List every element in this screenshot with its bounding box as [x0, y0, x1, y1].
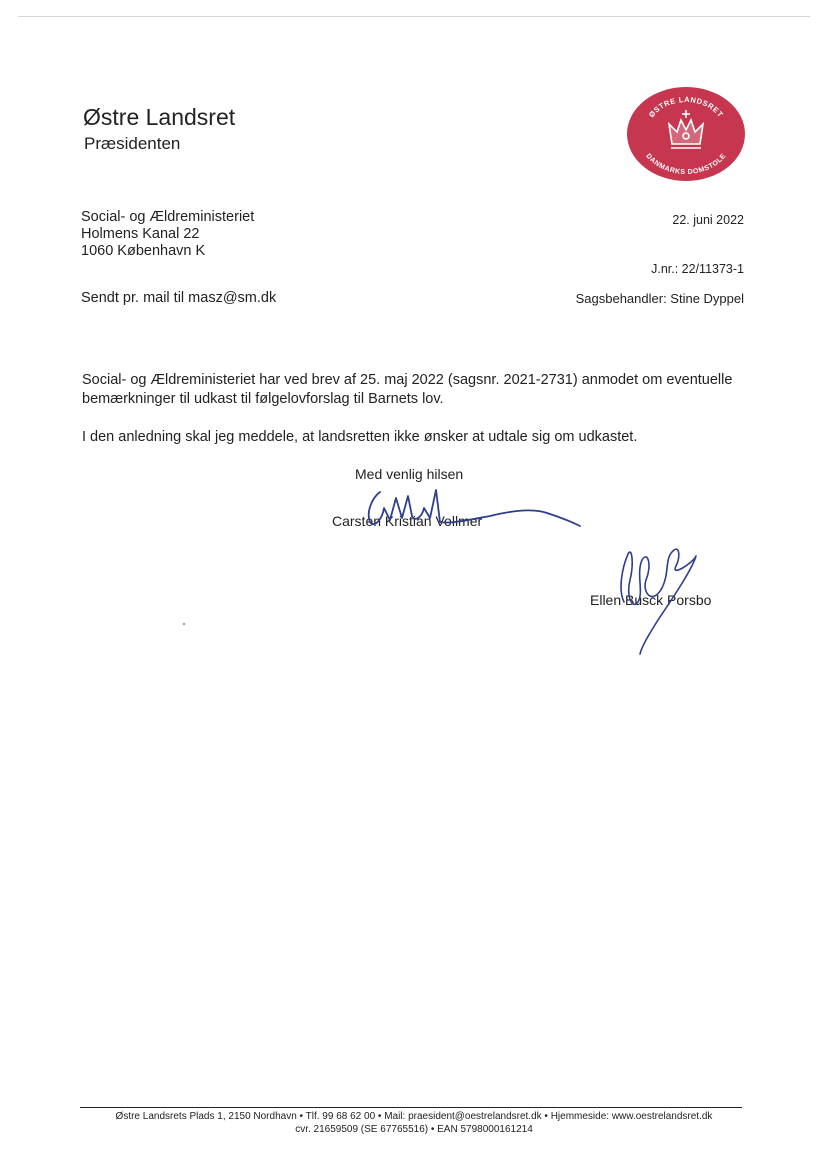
- footer-contact-line: Østre Landsrets Plads 1, 2150 Nordhavn • Tlf. 99 68 62 00 • Mail: praesident@oestrelandsret.dk • Hjemmeside: www.oestrelandsret.dk: [115, 1111, 713, 1122]
- court-name: Østre Landsret: [83, 104, 236, 130]
- recipient-address: [81, 209, 254, 260]
- signatory-2-name: Ellen Busck Porsbo: [590, 592, 712, 608]
- body-paragraph-2: I den anledning skal jeg meddele, at landsretten ikke ønsker at udtale sig om udkastet.: [82, 429, 638, 445]
- department-name: Præsidenten: [84, 134, 181, 153]
- footer-divider: [80, 1107, 742, 1108]
- recipient-line-2: Holmens Kanal 22: [81, 226, 200, 242]
- signature-2: [600, 540, 710, 660]
- seal-top-text: ØSTRE LANDSRET: [646, 94, 726, 120]
- top-divider: [18, 16, 810, 17]
- footer-registration-line: cvr. 21659509 (SE 67765516) • EAN 5798000161214: [295, 1124, 533, 1135]
- signature-1: [350, 478, 590, 538]
- recipient-line-3: 1060 København K: [81, 243, 206, 259]
- case-handler: Sagsbehandler: Stine Dyppel: [575, 291, 744, 306]
- sent-by-mail-note: Sendt pr. mail til masz@sm.dk: [81, 290, 277, 306]
- closing-greeting: Med venlig hilsen: [355, 466, 464, 482]
- court-seal-logo: [626, 86, 746, 182]
- recipient-line-1: Social- og Ældreministeriet: [81, 209, 255, 225]
- letter-date: 22. juni 2022: [672, 213, 744, 227]
- signatory-1-name: Carsten Kristian Vollmer: [332, 513, 483, 529]
- scan-speck: [183, 623, 185, 625]
- journal-number: J.nr.: 22/11373-1: [651, 262, 744, 276]
- seal-bottom-text: DANMARKS DOMSTOLE: [644, 152, 728, 177]
- body-paragraph-1: Social- og Ældreministeriet har ved brev af 25. maj 2022 (sagsnr. 2021-2731) anmodet om eventuelle bemærkninger til udkast til følgelovforslag til Barnets lov.: [82, 372, 733, 407]
